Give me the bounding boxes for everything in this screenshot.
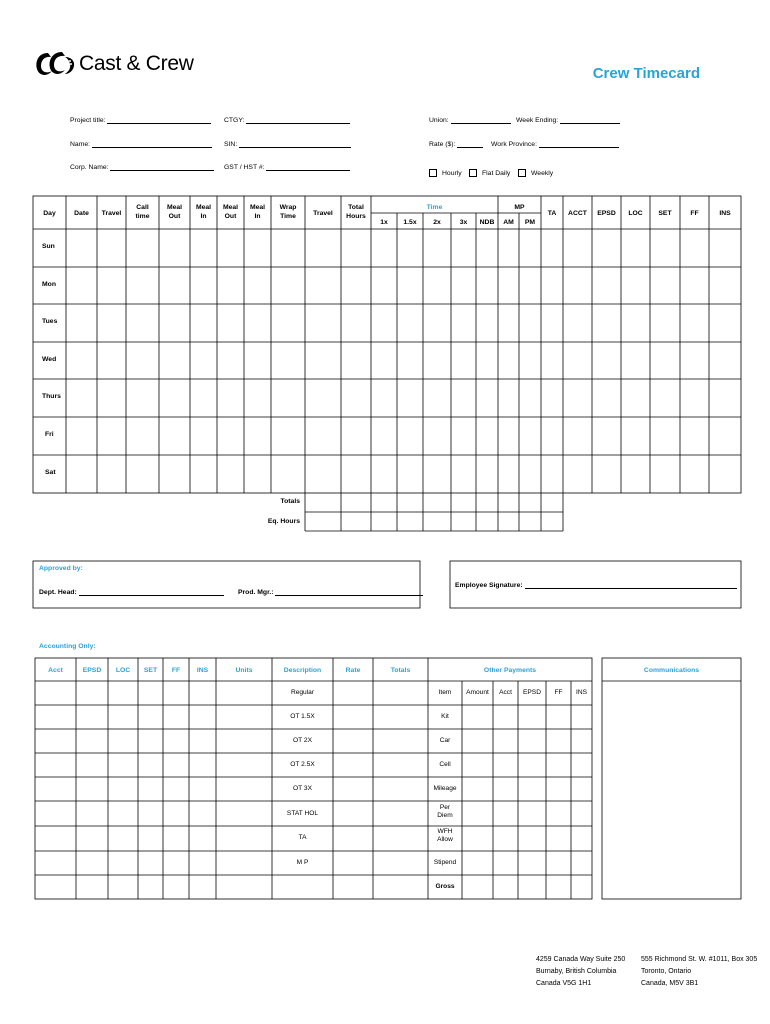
col-meal-label: Meal bbox=[195, 204, 212, 211]
col-ins: INS bbox=[719, 210, 731, 217]
flat-daily-checkbox[interactable] bbox=[469, 169, 510, 177]
day-thurs: Thurs bbox=[42, 393, 61, 400]
col-date: Date bbox=[74, 210, 89, 217]
desc-ot-3x: OT 3X bbox=[293, 785, 312, 792]
corp-name-field[interactable] bbox=[70, 164, 214, 171]
hourly-label: Hourly bbox=[442, 169, 462, 177]
week-ending-label: Week Ending: bbox=[516, 117, 559, 124]
desc-ot-2-5x: OT 2.5X bbox=[290, 761, 315, 768]
col-time-label: time bbox=[135, 213, 150, 220]
other-payments-title: Other Payments bbox=[483, 667, 537, 674]
col-in-label: In bbox=[200, 213, 207, 220]
col-1x: 1x bbox=[380, 219, 388, 226]
work-province-label: Work Province: bbox=[491, 141, 537, 148]
col-meal-out-2 bbox=[217, 203, 244, 221]
gst-hst-label: GST / HST #: bbox=[224, 164, 265, 171]
address-line: Toronto, Ontario bbox=[641, 968, 692, 975]
col-meal-label: Meal bbox=[166, 204, 183, 211]
address-burnaby bbox=[536, 954, 625, 990]
op-item-kit: Kit bbox=[441, 713, 449, 720]
address-line: Canada, M5V 3B1 bbox=[641, 980, 699, 987]
acc-col-epsd: EPSD bbox=[82, 667, 102, 674]
op-col-amount: Amount bbox=[466, 689, 489, 696]
weekly-checkbox[interactable] bbox=[518, 169, 553, 177]
address-line: Canada V5G 1H1 bbox=[536, 980, 592, 987]
col-total-label: Total bbox=[348, 204, 364, 211]
hourly-checkbox[interactable] bbox=[429, 169, 462, 177]
day-mon: Mon bbox=[42, 281, 56, 288]
col-ff: FF bbox=[690, 210, 699, 217]
col-call-label: Call bbox=[136, 204, 149, 211]
desc-stat-hol: STAT HOL bbox=[286, 810, 319, 817]
eq-hours-label: Eq. Hours bbox=[267, 518, 300, 525]
col-travel: Travel bbox=[101, 210, 122, 217]
desc-mp: M P bbox=[296, 859, 309, 866]
op-col-item: Item bbox=[438, 689, 452, 696]
op-col-ins: INS bbox=[576, 689, 587, 696]
flat-daily-label: Flat Daily bbox=[482, 169, 511, 177]
dept-head-field[interactable] bbox=[39, 589, 224, 596]
address-line: Burnaby, British Columbia bbox=[536, 968, 617, 975]
address-line: 4259 Canada Way Suite 250 bbox=[536, 956, 626, 963]
acc-col-totals: Totals bbox=[390, 667, 411, 674]
acc-col-units: Units bbox=[235, 667, 253, 674]
rate-label: Rate ($): bbox=[429, 141, 456, 148]
col-meal-in-1 bbox=[190, 203, 217, 221]
employee-signature-field[interactable] bbox=[455, 582, 737, 589]
weekly-label: Weekly bbox=[531, 169, 554, 177]
col-time-group: Time bbox=[426, 204, 443, 211]
desc-ta: TA bbox=[298, 834, 307, 841]
op-item-per-diem: Per Diem bbox=[437, 804, 453, 819]
week-ending-field[interactable] bbox=[516, 117, 620, 124]
col-meal-out-1 bbox=[159, 203, 190, 221]
col-wrap-time bbox=[271, 203, 305, 221]
checkbox-icon bbox=[429, 169, 437, 177]
acc-col-ins: INS bbox=[196, 667, 209, 674]
col-hours-label: Hours bbox=[346, 213, 366, 220]
op-col-acct: Acct bbox=[499, 689, 512, 696]
brand-logo bbox=[34, 48, 194, 80]
col-meal-in-2 bbox=[244, 203, 271, 221]
acc-col-rate: Rate bbox=[345, 667, 361, 674]
approved-by-label: Approved by: bbox=[39, 565, 83, 572]
day-fri: Fri bbox=[45, 431, 54, 438]
address-toronto bbox=[641, 954, 757, 990]
work-province-field[interactable] bbox=[491, 141, 619, 148]
op-item-car: Car bbox=[439, 737, 451, 744]
acc-col-acct: Acct bbox=[48, 667, 63, 674]
col-ta: TA bbox=[547, 210, 557, 217]
col-set: SET bbox=[658, 210, 672, 217]
name-label: Name: bbox=[70, 141, 91, 148]
desc-ot-1-5x: OT 1.5X bbox=[290, 713, 315, 720]
employee-signature-label: Employee Signature: bbox=[455, 582, 523, 589]
corp-name-label: Corp. Name: bbox=[70, 164, 109, 171]
communications-title: Communications bbox=[643, 667, 700, 674]
dept-head-label: Dept. Head: bbox=[39, 589, 77, 596]
col-out-label: Out bbox=[224, 213, 237, 220]
op-item-gross: Gross bbox=[435, 883, 455, 890]
col-3x: 3x bbox=[459, 219, 468, 226]
checkbox-icon bbox=[469, 169, 477, 177]
union-field[interactable] bbox=[429, 117, 511, 124]
col-in-label: In bbox=[254, 213, 261, 220]
rate-field[interactable] bbox=[429, 141, 483, 148]
name-field[interactable] bbox=[70, 141, 212, 148]
desc-ot-2x: OT 2X bbox=[293, 737, 312, 744]
totals-label: Totals bbox=[280, 498, 300, 505]
gst-hst-field[interactable] bbox=[224, 164, 350, 171]
union-label: Union: bbox=[429, 117, 449, 124]
sin-label: SIN: bbox=[224, 141, 238, 148]
col-loc: LOC bbox=[628, 210, 643, 217]
op-item-stipend: Stipend bbox=[433, 859, 457, 866]
col-ndb: NDB bbox=[479, 219, 495, 226]
col-call-time bbox=[126, 203, 159, 221]
col-total-hours bbox=[341, 203, 371, 221]
col-pm: PM bbox=[524, 219, 536, 226]
col-travel-2: Travel bbox=[313, 210, 333, 217]
op-item-mileage: Mileage bbox=[433, 785, 457, 792]
cast-crew-logo-icon bbox=[34, 49, 76, 79]
day-sat: Sat bbox=[45, 469, 56, 476]
op-col-epsd: EPSD bbox=[523, 689, 541, 696]
prod-mgr-label: Prod. Mgr.: bbox=[238, 589, 274, 596]
col-am: AM bbox=[503, 219, 514, 226]
brand-name: Cast & Crew bbox=[79, 52, 194, 75]
col-time-label: Time bbox=[280, 213, 296, 220]
acc-col-set: SET bbox=[143, 667, 158, 674]
col-wrap-label: Wrap bbox=[279, 204, 297, 211]
acc-col-ff: FF bbox=[171, 667, 181, 674]
day-sun: Sun bbox=[42, 243, 55, 250]
day-wed: Wed bbox=[42, 356, 57, 363]
op-item-cell: Cell bbox=[439, 761, 451, 768]
desc-regular: Regular bbox=[290, 689, 315, 696]
project-title-label: Project title: bbox=[70, 117, 106, 124]
col-meal-label: Meal bbox=[222, 204, 239, 211]
col-1-5x: 1.5x bbox=[403, 219, 417, 226]
day-tues: Tues bbox=[42, 318, 58, 325]
col-meal-label: Meal bbox=[249, 204, 266, 211]
prod-mgr-field[interactable] bbox=[238, 589, 423, 596]
accounting-title: Accounting Only: bbox=[39, 643, 96, 650]
page-title: Crew Timecard bbox=[592, 65, 700, 82]
col-epsd: EPSD bbox=[597, 210, 616, 217]
project-title-field[interactable] bbox=[70, 117, 211, 124]
ctgy-label: CTGY: bbox=[224, 117, 245, 124]
col-2x: 2x bbox=[433, 219, 441, 226]
acc-col-description: Description bbox=[283, 667, 322, 674]
address-line: 555 Richmond St. W. #1011, Box 305 bbox=[641, 956, 758, 963]
sin-field[interactable] bbox=[224, 141, 351, 148]
acc-col-loc: LOC bbox=[115, 667, 131, 674]
op-col-ff: FF bbox=[554, 689, 563, 696]
op-item-wfh-allow: WFH Allow bbox=[437, 828, 453, 843]
col-day: Day bbox=[43, 210, 56, 217]
col-mp-group: MP bbox=[514, 204, 525, 211]
checkbox-icon bbox=[518, 169, 526, 177]
ctgy-field[interactable] bbox=[224, 117, 350, 124]
col-out-label: Out bbox=[168, 213, 181, 220]
col-acct: ACCT bbox=[568, 210, 587, 217]
